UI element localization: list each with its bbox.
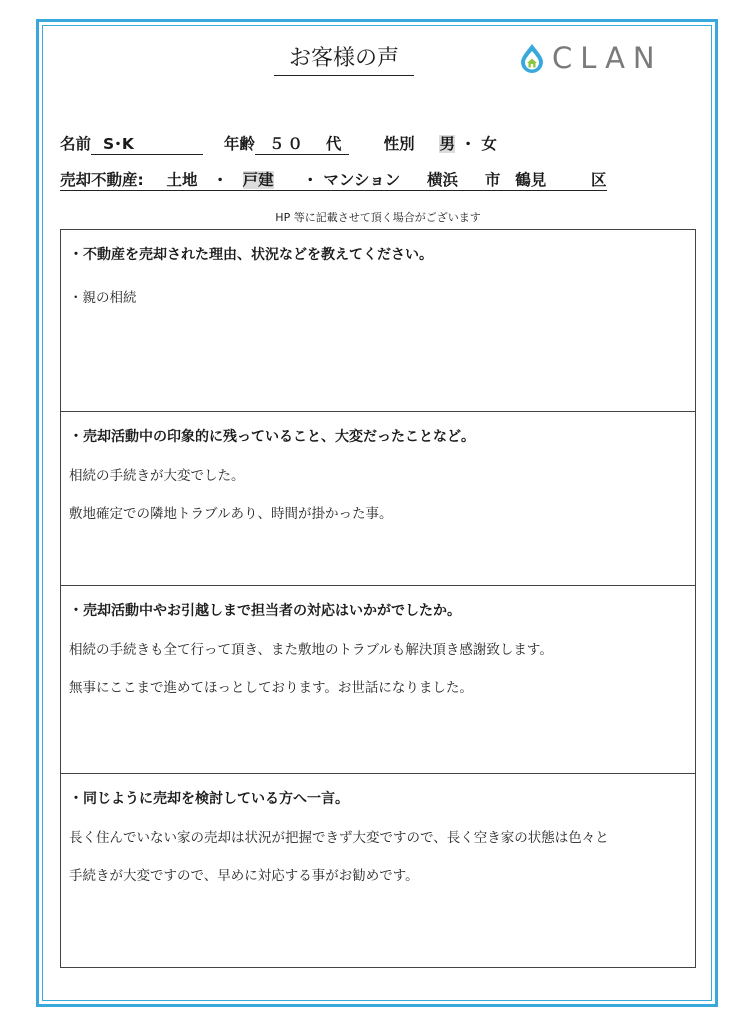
- section-question: ・売却活動中やお引越しまで担当者の対応はいかがでしたか。: [69, 603, 461, 619]
- section-answer: 無事にここまで進めてほっとしております。お世話になりました。: [69, 680, 473, 696]
- property-land: 土地: [166, 171, 198, 189]
- section-impressions: [60, 411, 696, 586]
- section-answer: 手続きが大変ですので、早めに対応する事がお勧めです。: [69, 868, 419, 884]
- section-question: ・不動産を売却された理由、状況などを教えてください。: [69, 247, 433, 263]
- location-ward: 鶴見: [515, 171, 547, 189]
- section-answer: 相続の手続きが大変でした。: [69, 468, 245, 484]
- publication-notice: HP 等に記載させて頂く場合がございます: [275, 211, 481, 224]
- age-label: 年齢: [223, 135, 255, 153]
- gender-male: 男: [439, 135, 455, 153]
- location-pref: 横浜: [427, 171, 459, 189]
- name-value: S･K: [103, 135, 134, 153]
- location-city-unit: 市: [484, 171, 501, 189]
- gender-separator: ・: [460, 135, 476, 153]
- name-label: 名前: [60, 135, 92, 153]
- section-question: ・売却活動中の印象的に残っていること、大変だったことなど。: [69, 429, 475, 445]
- property-row: [60, 168, 607, 191]
- name-field: [91, 132, 203, 155]
- page-title: お客様の声: [274, 44, 414, 76]
- clan-logo: [518, 40, 663, 76]
- age-field: [255, 132, 349, 155]
- location-ward-unit: 区: [591, 171, 607, 189]
- gender-female: 女: [481, 135, 497, 153]
- section-advice: [60, 773, 696, 968]
- section-answer: 長く住んでいない家の売却は状況が把握できず大変ですので、長く空き家の状態は色々と: [69, 830, 609, 846]
- property-house: 戸建: [242, 171, 274, 189]
- profile-row: [60, 132, 497, 155]
- age-value: ５０: [268, 135, 306, 153]
- section-answer: ・親の相続: [69, 290, 137, 306]
- section-answer: 相続の手続きも全て行って頂き、また敷地のトラブルも解決頂き感謝致します。: [69, 642, 553, 658]
- gender-label: 性別: [383, 135, 415, 153]
- section-answer: 敷地確定での隣地トラブルあり、時間が掛かった事。: [69, 506, 393, 522]
- house-drop-icon: [518, 43, 546, 73]
- property-separator: ・: [212, 171, 228, 189]
- section-question: ・同じように売却を検討している方へ一言。: [69, 791, 349, 807]
- property-label: 売却不動産:: [60, 171, 144, 189]
- logo-text: CLAN: [552, 41, 663, 75]
- property-mansion: マンション: [323, 171, 401, 189]
- section-sale-reason: [60, 229, 696, 412]
- section-staff-response: [60, 585, 696, 774]
- age-unit: 代: [325, 135, 342, 153]
- property-separator: ・: [302, 171, 319, 189]
